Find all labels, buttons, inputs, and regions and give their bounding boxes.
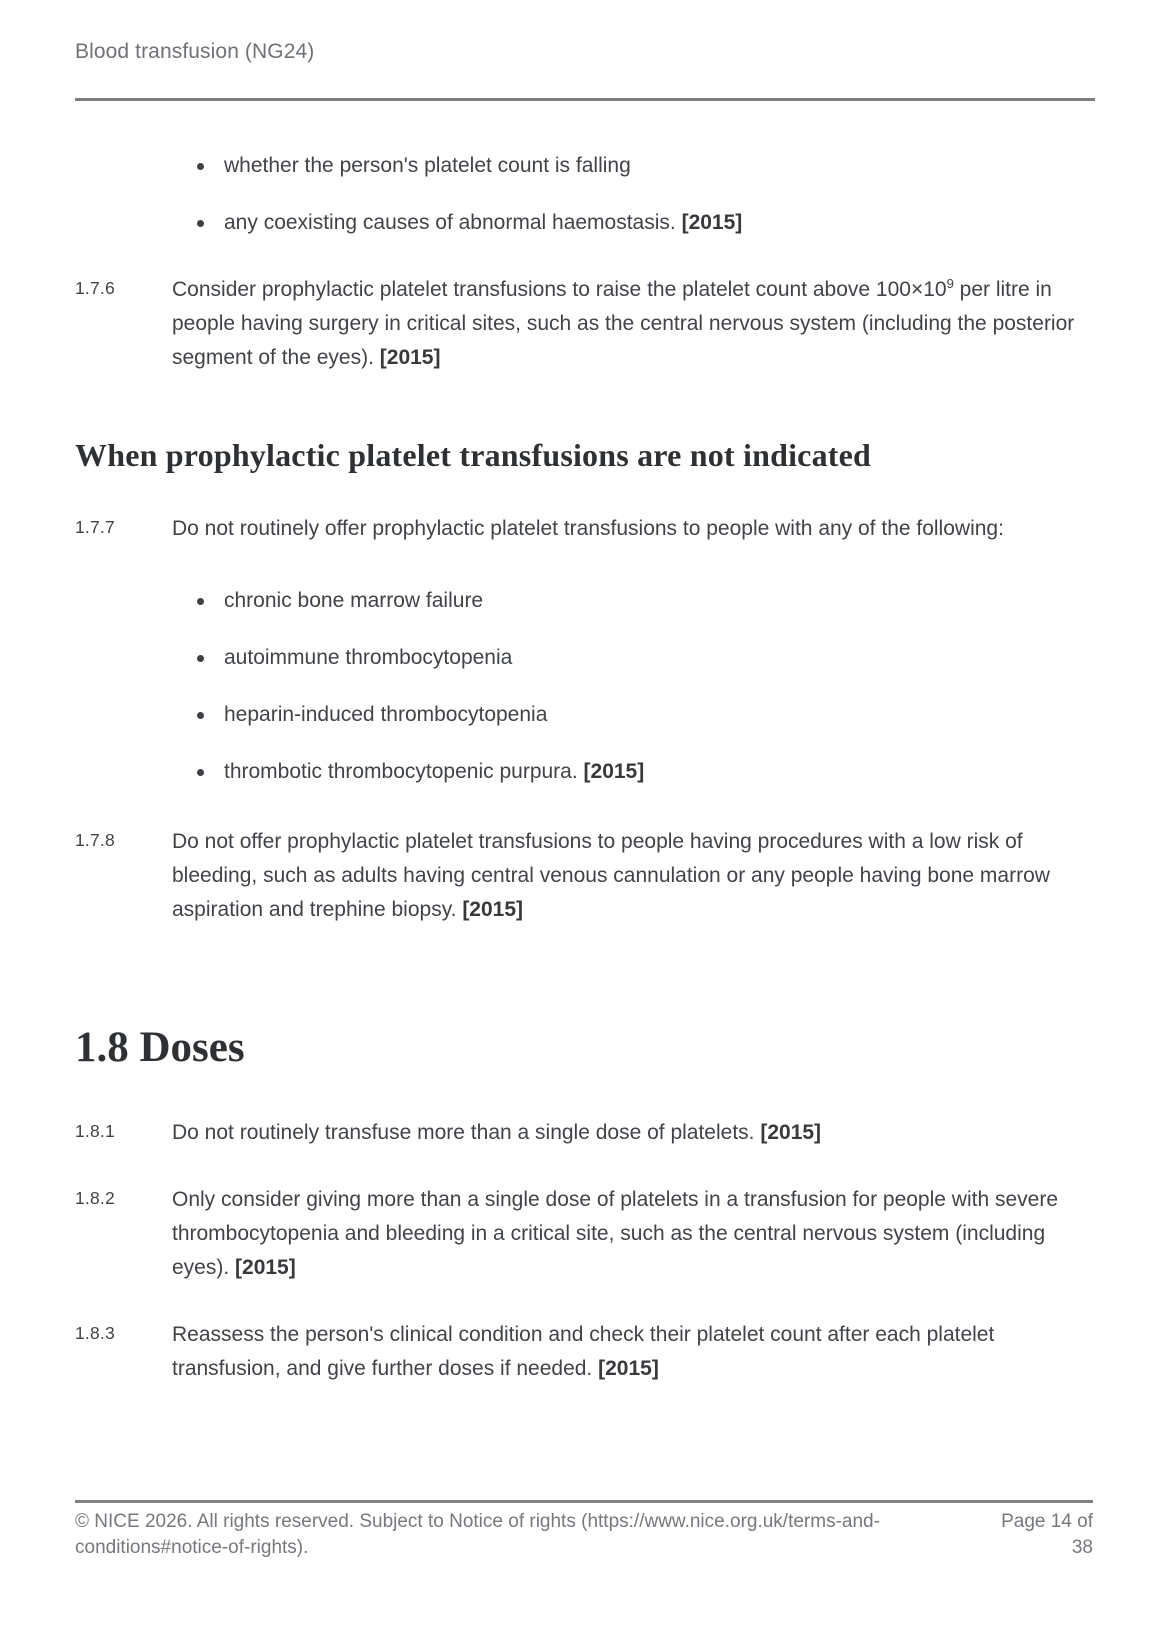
- recommendation-text: Only consider giving more than a single dose of platelets in a transfusion for people with severe thrombocytopenia and bleeding in a critical site, such as the central nervous system (including eyes). [2015]: [172, 1188, 1058, 1279]
- list-item: [197, 641, 1095, 675]
- recommendation-1-7-8: [75, 825, 1095, 927]
- recommendation-number: 1.7.6: [75, 278, 115, 298]
- page-number: Page 14 of 38: [1001, 1511, 1093, 1558]
- list-item: [197, 149, 1095, 183]
- bullet-icon: [197, 712, 204, 719]
- recommendation-text: Do not offer prophylactic platelet transfusions to people having procedures with a low risk of bleeding, such as adults having central venous cannulation or any people having bone marrow aspiration and trephine biopsy. [2015]: [172, 830, 1050, 921]
- list-item-text: chronic bone marrow failure: [224, 589, 484, 612]
- contraindication-bullet-list: [197, 584, 1095, 789]
- document-title: Blood transfusion (NG24): [75, 40, 315, 63]
- recommendation-text: Reassess the person's clinical condition and check their platelet count after each platelet transfusion, and give further doses if needed. [2015]: [172, 1323, 995, 1380]
- recommendation-1-7-7: [75, 512, 1095, 546]
- recommendation-number: 1.8.1: [75, 1121, 115, 1141]
- recommendation-1-7-6: [75, 273, 1095, 375]
- list-item: [197, 755, 1095, 789]
- list-item-text: any coexisting causes of abnormal haemostasis. [2015]: [224, 211, 743, 234]
- recommendation-1-8-1: [75, 1116, 1095, 1150]
- top-bullet-list: [197, 149, 1095, 240]
- recommendation-number: 1.7.8: [75, 830, 115, 850]
- list-item-text: heparin-induced thrombocytopenia: [224, 703, 548, 726]
- list-item-text: autoimmune thrombocytopenia: [224, 646, 513, 669]
- list-item-text: thrombotic thrombocytopenic purpura. [2015]: [224, 760, 645, 783]
- footer-row: [75, 1503, 1093, 1561]
- superscript-exponent: 9: [946, 276, 954, 291]
- list-item: [197, 584, 1095, 618]
- list-item: [197, 206, 1095, 240]
- page-header: [75, 0, 1095, 101]
- recommendation-text: Do not routinely transfuse more than a single dose of platelets. [2015]: [172, 1121, 822, 1144]
- recommendation-number: 1.8.3: [75, 1323, 115, 1343]
- recommendation-number: 1.7.7: [75, 517, 115, 537]
- chapter-heading-doses: 1.8 Doses: [75, 1024, 245, 1071]
- recommendation-number: 1.8.2: [75, 1188, 115, 1208]
- page-content: [75, 101, 1095, 1386]
- recommendation-text: Do not routinely offer prophylactic platelet transfusions to people with any of the following:: [172, 517, 1004, 540]
- copyright-notice: © NICE 2026. All rights reserved. Subject to Notice of rights (https://www.nice.org.uk/terms-and-conditions#notice-of-rights).: [75, 1511, 880, 1558]
- page-footer: [75, 1500, 1093, 1561]
- bullet-icon: [197, 598, 204, 605]
- bullet-icon: [197, 655, 204, 662]
- recommendation-text: Consider prophylactic platelet transfusions to raise the platelet count above $100\times 10^9$ per litre in people having surgery in critical sites, such as the central nervous system (including the posterior segment of the eyes). [2015]: [172, 276, 1075, 369]
- bullet-icon: [197, 769, 204, 776]
- list-item: [197, 698, 1095, 732]
- recommendation-1-8-3: [75, 1318, 1095, 1386]
- section-heading-not-indicated: When prophylactic platelet transfusions are not indicated: [75, 437, 872, 473]
- bullet-icon: [197, 220, 204, 227]
- bullet-icon: [197, 163, 204, 170]
- recommendation-1-8-2: [75, 1183, 1095, 1285]
- list-item-text: whether the person's platelet count is falling: [224, 154, 631, 177]
